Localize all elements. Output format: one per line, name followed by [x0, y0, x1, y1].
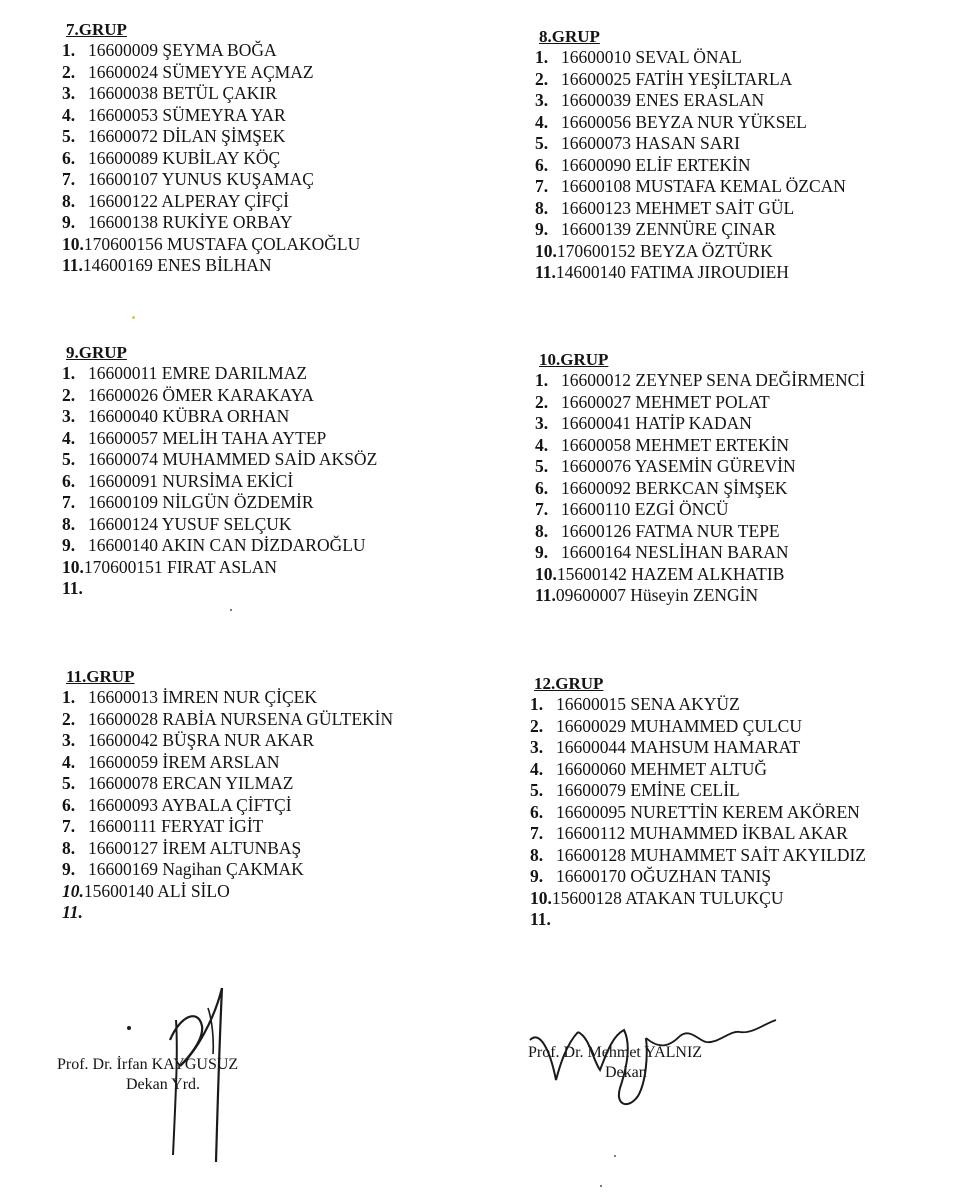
- item-number: 10.: [530, 887, 552, 908]
- list-item: [535, 499, 865, 521]
- list-item: [62, 234, 360, 256]
- list-item: [535, 112, 846, 134]
- list-item: [62, 428, 377, 450]
- item-number: 8.: [535, 197, 549, 218]
- item-number: 10.: [62, 880, 84, 901]
- list-item: [535, 435, 865, 457]
- item-number: 5.: [62, 126, 76, 146]
- item-number: 11.: [62, 902, 83, 922]
- list-item: [62, 385, 377, 407]
- student-entry: 16600015 SENA AKYÜZ: [556, 694, 740, 714]
- student-entry: 16600095 NURETTİN KEREM AKÖREN: [556, 801, 860, 822]
- student-entry: 16600060 MEHMET ALTUĞ: [556, 758, 767, 779]
- list-item: [62, 838, 393, 860]
- student-entry: 16600010 SEVAL ÖNAL: [561, 47, 742, 67]
- list-item: [535, 521, 865, 543]
- list-item: [535, 456, 865, 478]
- list-item: [530, 802, 866, 824]
- handwritten-signature-left: [118, 980, 258, 1170]
- student-entry: 16600127 İREM ALTUNBAŞ: [88, 837, 302, 858]
- item-number: 3.: [535, 90, 549, 110]
- list-item: [62, 471, 377, 493]
- item-number: 7.: [62, 169, 76, 189]
- list-item: [62, 795, 393, 817]
- student-entry: 16600128 MUHAMMET SAİT AKYILDIZ: [556, 844, 866, 865]
- item-number: 6.: [62, 470, 76, 491]
- student-entry: 170600152 BEYZA ÖZTÜRK: [556, 240, 773, 261]
- student-entry: 16600109 NİLGÜN ÖZDEMİR: [88, 492, 314, 512]
- list-item: [62, 406, 377, 428]
- handwritten-signature-right: [520, 1010, 780, 1120]
- student-entry: 16600026 ÖMER KARAKAYA: [88, 384, 314, 405]
- member-list: [530, 694, 866, 931]
- student-entry: 16600138 RUKİYE ORBAY: [88, 212, 293, 232]
- item-number: 4.: [62, 751, 76, 772]
- item-number: 9.: [535, 219, 549, 239]
- student-entry: 170600151 FIRAT ASLAN: [83, 556, 278, 577]
- group-title: 11.GRUP: [66, 667, 135, 686]
- item-number: 4.: [530, 758, 544, 779]
- item-number: 4.: [62, 104, 76, 125]
- member-list: [535, 47, 846, 284]
- list-item: [62, 773, 393, 795]
- item-number: 10.: [535, 563, 557, 584]
- item-number: 8.: [62, 513, 76, 534]
- group-title: 8.GRUP: [539, 27, 600, 46]
- item-number: 9.: [535, 542, 549, 562]
- list-item: [530, 780, 866, 802]
- item-number: 11.: [62, 255, 83, 275]
- list-item: [535, 219, 846, 241]
- student-entry: 15600128 ATAKAN TULUKÇU: [551, 887, 784, 908]
- item-number: 5.: [62, 449, 76, 469]
- student-entry: 16600108 MUSTAFA KEMAL ÖZCAN: [561, 176, 846, 196]
- list-item: [535, 69, 846, 91]
- list-item: [535, 542, 865, 564]
- item-number: 10.: [62, 233, 84, 254]
- item-number: 5.: [535, 133, 549, 153]
- scan-speck: [614, 1155, 616, 1157]
- student-entry: 16600090 ELİF ERTEKİN: [561, 154, 751, 175]
- scan-speck: [230, 609, 232, 611]
- item-number: 11.: [530, 909, 551, 929]
- item-number: 2.: [62, 384, 76, 405]
- list-item: [62, 255, 360, 277]
- student-entry: 09600007 Hüseyin ZENGİN: [555, 585, 759, 605]
- list-item: [535, 585, 865, 607]
- item-number: 11.: [62, 578, 83, 598]
- item-number: 7.: [530, 823, 544, 843]
- student-entry: 16600091 NURSİMA EKİCİ: [88, 470, 294, 491]
- item-number: 3.: [62, 406, 76, 426]
- student-entry: 16600140 AKIN CAN DİZDAROĞLU: [88, 535, 366, 555]
- item-number: 8.: [530, 844, 544, 865]
- group-title: 12.GRUP: [534, 674, 604, 693]
- student-entry: 16600009 ŞEYMA BOĞA: [88, 40, 277, 60]
- list-item: [62, 730, 393, 752]
- item-number: 1.: [530, 694, 544, 714]
- student-entry: 170600156 MUSTAFA ÇOLAKOĞLU: [83, 233, 361, 254]
- student-entry: 16600028 RABİA NURSENA GÜLTEKİN: [88, 708, 394, 729]
- item-number: 7.: [62, 816, 76, 836]
- student-entry: 16600011 EMRE DARILMAZ: [88, 363, 308, 383]
- list-item: [535, 90, 846, 112]
- list-item: [62, 62, 360, 84]
- item-number: 10.: [535, 240, 557, 261]
- member-list: [62, 363, 377, 600]
- student-entry: 16600073 HASAN SARI: [561, 133, 740, 153]
- student-entry: 14600140 FATIMA JIROUDIEH: [555, 262, 789, 282]
- item-number: 8.: [62, 837, 76, 858]
- item-number: 4.: [535, 111, 549, 132]
- item-number: 2.: [62, 61, 76, 82]
- student-entry: 16600112 MUHAMMED İKBAL AKAR: [556, 823, 848, 843]
- student-entry: 16600012 ZEYNEP SENA DEĞİRMENCİ: [561, 370, 866, 390]
- list-item: [535, 564, 865, 586]
- list-item: [62, 859, 393, 881]
- list-item: [62, 148, 360, 170]
- signatory-name: Prof. Dr. Mehmet YALNIZ: [528, 1044, 703, 1061]
- item-number: 7.: [535, 499, 549, 519]
- list-item: [62, 752, 393, 774]
- list-item: [535, 47, 846, 69]
- list-item: [530, 845, 866, 867]
- student-entry: 16600057 MELİH TAHA AYTEP: [88, 427, 327, 448]
- student-entry: 16600038 BETÜL ÇAKIR: [88, 83, 277, 103]
- student-entry: 16600024 SÜMEYYE AÇMAZ: [88, 61, 314, 82]
- list-item: [530, 866, 866, 888]
- list-item: [530, 694, 866, 716]
- list-item: [535, 478, 865, 500]
- list-item: [62, 83, 360, 105]
- item-number: 6.: [535, 154, 549, 175]
- student-entry: 16600107 YUNUS KUŞAMAÇ: [88, 169, 314, 189]
- group-11: [62, 667, 393, 924]
- item-number: 7.: [535, 176, 549, 196]
- student-entry: 16600079 EMİNE CELİL: [556, 780, 740, 800]
- student-entry: 15600140 ALİ SİLO: [83, 880, 230, 901]
- item-number: 10.: [62, 556, 84, 577]
- list-item: [535, 413, 865, 435]
- item-number: 1.: [62, 687, 76, 707]
- list-item: [62, 105, 360, 127]
- student-entry: 16600089 KUBİLAY KÖÇ: [88, 147, 281, 168]
- list-item: [535, 133, 846, 155]
- list-item: [530, 716, 866, 738]
- item-number: 5.: [62, 773, 76, 793]
- student-entry: 16600078 ERCAN YILMAZ: [88, 773, 294, 793]
- student-entry: 16600093 AYBALA ÇİFTÇİ: [88, 794, 292, 815]
- student-entry: 15600142 HAZEM ALKHATIB: [556, 563, 785, 584]
- list-item: [535, 392, 865, 414]
- item-number: 1.: [535, 47, 549, 67]
- list-item: [62, 535, 377, 557]
- group-title: 10.GRUP: [539, 350, 609, 369]
- list-item: [62, 902, 393, 924]
- list-item: [535, 241, 846, 263]
- group-10: [535, 350, 865, 607]
- student-entry: 16600013 İMREN NUR ÇİÇEK: [88, 687, 317, 707]
- list-item: [62, 492, 377, 514]
- student-entry: 16600058 MEHMET ERTEKİN: [561, 434, 790, 455]
- item-number: 5.: [535, 456, 549, 476]
- list-item: [62, 687, 393, 709]
- scan-speck: [600, 1185, 602, 1187]
- student-entry: 16600027 MEHMET POLAT: [561, 391, 770, 412]
- list-item: [62, 881, 393, 903]
- list-item: [62, 212, 360, 234]
- item-number: 4.: [62, 427, 76, 448]
- list-item: [62, 557, 377, 579]
- scan-speck: [132, 316, 135, 319]
- list-item: [530, 759, 866, 781]
- student-entry: 16600042 BÜŞRA NUR AKAR: [88, 730, 315, 750]
- member-list: [62, 40, 360, 277]
- group-7: [62, 20, 360, 277]
- item-number: 5.: [530, 780, 544, 800]
- list-item: [62, 40, 360, 62]
- item-number: 11.: [535, 262, 556, 282]
- item-number: 1.: [62, 363, 76, 383]
- list-item: [535, 262, 846, 284]
- student-entry: 16600122 ALPERAY ÇİFÇİ: [88, 190, 289, 211]
- student-entry: 16600123 MEHMET SAİT GÜL: [561, 197, 795, 218]
- list-item: [62, 169, 360, 191]
- student-entry: 16600164 NESLİHAN BARAN: [561, 542, 789, 562]
- item-number: 3.: [530, 737, 544, 757]
- list-item: [535, 176, 846, 198]
- item-number: 9.: [62, 859, 76, 879]
- student-entry: 16600059 İREM ARSLAN: [88, 751, 280, 772]
- item-number: 1.: [62, 40, 76, 60]
- group-9: [62, 343, 377, 600]
- item-number: 6.: [62, 794, 76, 815]
- member-list: [62, 687, 393, 924]
- signatory-role: Dekan: [605, 1064, 647, 1081]
- student-entry: 16600039 ENES ERASLAN: [561, 90, 765, 110]
- item-number: 6.: [530, 801, 544, 822]
- item-number: 1.: [535, 370, 549, 390]
- item-number: 9.: [62, 212, 76, 232]
- group-12: [530, 674, 866, 931]
- list-item: [535, 198, 846, 220]
- list-item: [530, 909, 866, 931]
- student-entry: 16600110 EZGİ ÖNCÜ: [561, 499, 729, 519]
- list-item: [62, 191, 360, 213]
- list-item: [62, 449, 377, 471]
- group-title: 7.GRUP: [66, 20, 127, 39]
- list-item: [62, 709, 393, 731]
- student-entry: 16600029 MUHAMMED ÇULCU: [556, 715, 802, 736]
- list-item: [530, 737, 866, 759]
- student-entry: 16600126 FATMA NUR TEPE: [561, 520, 780, 541]
- item-number: 2.: [535, 391, 549, 412]
- group-8: [535, 27, 846, 284]
- student-entry: 16600053 SÜMEYRA YAR: [88, 104, 286, 125]
- item-number: 11.: [535, 585, 556, 605]
- student-entry: 16600170 OĞUZHAN TANIŞ: [556, 866, 772, 886]
- list-item: [62, 514, 377, 536]
- list-item: [535, 370, 865, 392]
- item-number: 3.: [62, 83, 76, 103]
- signatory-name: Prof. Dr. İrfan KAYGUSUZ: [57, 1056, 239, 1073]
- item-number: 2.: [530, 715, 544, 736]
- item-number: 9.: [530, 866, 544, 886]
- signatory-role: Dekan Yrd.: [126, 1076, 201, 1093]
- student-entry: 16600072 DİLAN ŞİMŞEK: [88, 126, 286, 146]
- student-entry: 16600169 Nagihan ÇAKMAK: [88, 859, 304, 879]
- item-number: 4.: [535, 434, 549, 455]
- student-entry: 16600025 FATİH YEŞİLTARLA: [561, 68, 793, 89]
- student-entry: 16600041 HATİP KADAN: [561, 413, 752, 433]
- item-number: 7.: [62, 492, 76, 512]
- group-title: 9.GRUP: [66, 343, 127, 362]
- item-number: 2.: [62, 708, 76, 729]
- student-entry: 16600074 MUHAMMED SAİD AKSÖZ: [88, 449, 378, 469]
- student-entry: 16600076 YASEMİN GÜREVİN: [561, 456, 796, 476]
- member-list: [535, 370, 865, 607]
- list-item: [62, 363, 377, 385]
- student-entry: 16600056 BEYZA NUR YÜKSEL: [561, 111, 807, 132]
- item-number: 6.: [62, 147, 76, 168]
- student-entry: 16600092 BERKCAN ŞİMŞEK: [561, 477, 788, 498]
- item-number: 8.: [62, 190, 76, 211]
- list-item: [530, 823, 866, 845]
- item-number: 3.: [535, 413, 549, 433]
- item-number: 2.: [535, 68, 549, 89]
- student-entry: 14600169 ENES BİLHAN: [82, 255, 272, 275]
- list-item: [530, 888, 866, 910]
- item-number: 3.: [62, 730, 76, 750]
- student-entry: 16600124 YUSUF SELÇUK: [88, 513, 292, 534]
- list-item: [62, 578, 377, 600]
- list-item: [535, 155, 846, 177]
- item-number: 8.: [535, 520, 549, 541]
- list-item: [62, 816, 393, 838]
- student-entry: 16600111 FERYAT İGİT: [88, 816, 264, 836]
- student-entry: 16600044 MAHSUM HAMARAT: [556, 737, 801, 757]
- list-item: [62, 126, 360, 148]
- item-number: 6.: [535, 477, 549, 498]
- student-entry: 16600040 KÜBRA ORHAN: [88, 406, 290, 426]
- item-number: 9.: [62, 535, 76, 555]
- student-entry: 16600139 ZENNÜRE ÇINAR: [561, 219, 776, 239]
